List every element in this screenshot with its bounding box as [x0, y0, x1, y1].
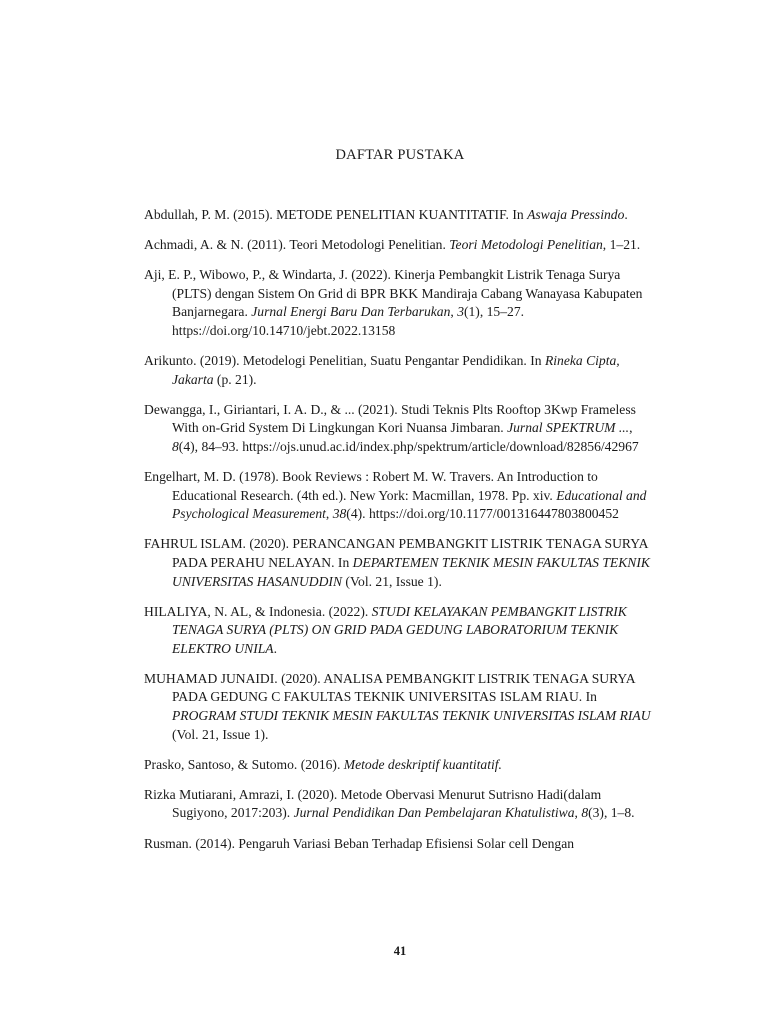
- reference-entry: [144, 535, 660, 591]
- reference-italic-segment: 8: [172, 438, 179, 454]
- reference-entry: [144, 786, 660, 823]
- reference-text-segment: Engelhart, M. D. (1978). Book Reviews : Robert M. W. Travers. An Introduction to Educational Research. (4th ed.). New York: Macmillan, 1978. Pp. xiv.: [144, 469, 598, 503]
- reference-text-segment: Abdullah, P. M. (2015). METODE PENELITIAN KUANTITATIF. In: [144, 207, 528, 222]
- reference-text-segment: (3), 1–8.: [588, 805, 635, 821]
- reference-text-segment: Aji, E. P., Wibowo, P., & Windarta, J. (2022). Kinerja Pembangkit Listrik Tenaga Surya (PLTS) dengan Sistem On Grid di BPR BKK Mandiraja Cabang Wanayasa Kabupaten Banjarnegara.: [144, 267, 643, 320]
- reference-text-segment: ,: [325, 506, 333, 522]
- reference-entry: [144, 603, 660, 659]
- reference-italic-segment: Metode deskriptif kuantitatif.: [343, 756, 502, 772]
- reference-text-segment: (Vol. 21, Issue 1).: [172, 726, 269, 742]
- reference-text-segment: (4), 84–93. https://ojs.unud.ac.id/index.php/spektrum/article/download/82856/42967: [178, 438, 639, 454]
- reference-italic-segment: 3: [457, 304, 464, 320]
- reference-entry: [144, 401, 660, 457]
- reference-text-segment: ,: [450, 304, 458, 320]
- reference-entry: [144, 756, 660, 775]
- reference-entry: [144, 206, 660, 225]
- reference-italic-segment: DEPARTEMEN TEKNIK MESIN FAKULTAS TEKNIK UNIVERSITAS HASANUDDIN: [172, 554, 650, 589]
- reference-entry: [144, 266, 660, 340]
- reference-entry: [144, 352, 660, 389]
- reference-italic-segment: 8: [581, 805, 589, 821]
- reference-text-segment: ,: [629, 420, 633, 436]
- reference-text-segment: , 1–21.: [602, 237, 641, 253]
- reference-text-segment: .: [624, 207, 628, 222]
- reference-text-segment: Rusman. (2014). Pengaruh Variasi Beban Terhadap Efisiensi Solar cell Dengan: [144, 835, 575, 851]
- reference-text-segment: (p. 21).: [213, 371, 257, 387]
- reference-italic-segment: Jurnal Energi Baru Dan Terbarukan: [251, 304, 451, 320]
- reference-text-segment: Rizka Mutiarani, Amrazi, I. (2020). Metode Obervasi Menurut Sutrisno Hadi(dalam Sugiyono, 2017:203).: [144, 786, 602, 821]
- reference-text-segment: .: [273, 640, 277, 656]
- reference-italic-segment: STUDI KELAYAKAN PEMBANGKIT LISTRIK TENAGA SURYA (PLTS) ON GRID PADA GEDUNG LABORATORIUM TEKNIK ELEKTRO UNILA: [172, 603, 627, 656]
- reference-entry: [144, 670, 660, 744]
- reference-text-segment: ,: [574, 805, 582, 821]
- reference-text-segment: HILALIYA, N. AL, & Indonesia. (2022).: [144, 603, 372, 619]
- reference-italic-segment: Rineka Cipta, Jakarta: [172, 353, 620, 387]
- reference-text-segment: FAHRUL ISLAM. (2020). PERANCANGAN PEMBANGKIT LISTRIK TENAGA SURYA PADA PERAHU NELAYAN. In: [144, 536, 648, 570]
- reference-italic-segment: Educational and Psychological Measurement: [172, 487, 647, 522]
- reference-text-segment: Achmadi, A. & N. (2011). Teori Metodologi Penelitian.: [144, 237, 450, 253]
- reference-italic-segment: 38: [332, 506, 347, 522]
- reference-italic-segment: Jurnal SPEKTRUM ...: [507, 420, 630, 436]
- reference-entry: [144, 468, 660, 524]
- page-title: DAFTAR PUSTAKA: [335, 147, 465, 163]
- reference-entry: [144, 835, 660, 854]
- reference-text-segment: (Vol. 21, Issue 1).: [342, 573, 442, 589]
- reference-list: [144, 206, 660, 865]
- reference-text-segment: Dewangga, I., Giriantari, I. A. D., & ... (2021). Studi Teknis Plts Rooftop 3Kwp Frameless With on-Grid System Di Lingkungan Kori Nuansa Jimbaran.: [144, 401, 636, 436]
- reference-text-segment: MUHAMAD JUNAIDI. (2020). ANALISA PEMBANGKIT LISTRIK TENAGA SURYA PADA GEDUNG C FAKULTAS TEKNIK UNIVERSITAS ISLAM RIAU. In: [144, 670, 635, 705]
- reference-italic-segment: Teori Metodologi Penelitian: [449, 237, 603, 253]
- reference-text-segment: (4). https://doi.org/10.1177/001316447803800452: [346, 506, 619, 522]
- reference-italic-segment: Jurnal Pendidikan Dan Pembelajaran Khatulistiwa: [293, 805, 575, 821]
- reference-italic-segment: Aswaja Pressindo: [527, 207, 625, 222]
- reference-entry: [144, 236, 660, 255]
- reference-text-segment: Arikunto. (2019). Metodelogi Penelitian, Suatu Pengantar Pendidikan. In: [144, 353, 545, 369]
- page-number: 41: [393, 944, 407, 958]
- reference-text-segment: (1), 15–27. https://doi.org/10.14710/jebt.2022.13158: [172, 304, 525, 338]
- reference-italic-segment: PROGRAM STUDI TEKNIK MESIN FAKULTAS TEKNIK UNIVERSITAS ISLAM RIAU: [172, 708, 651, 724]
- reference-text-segment: Prasko, Santoso, & Sutomo. (2016).: [144, 756, 344, 772]
